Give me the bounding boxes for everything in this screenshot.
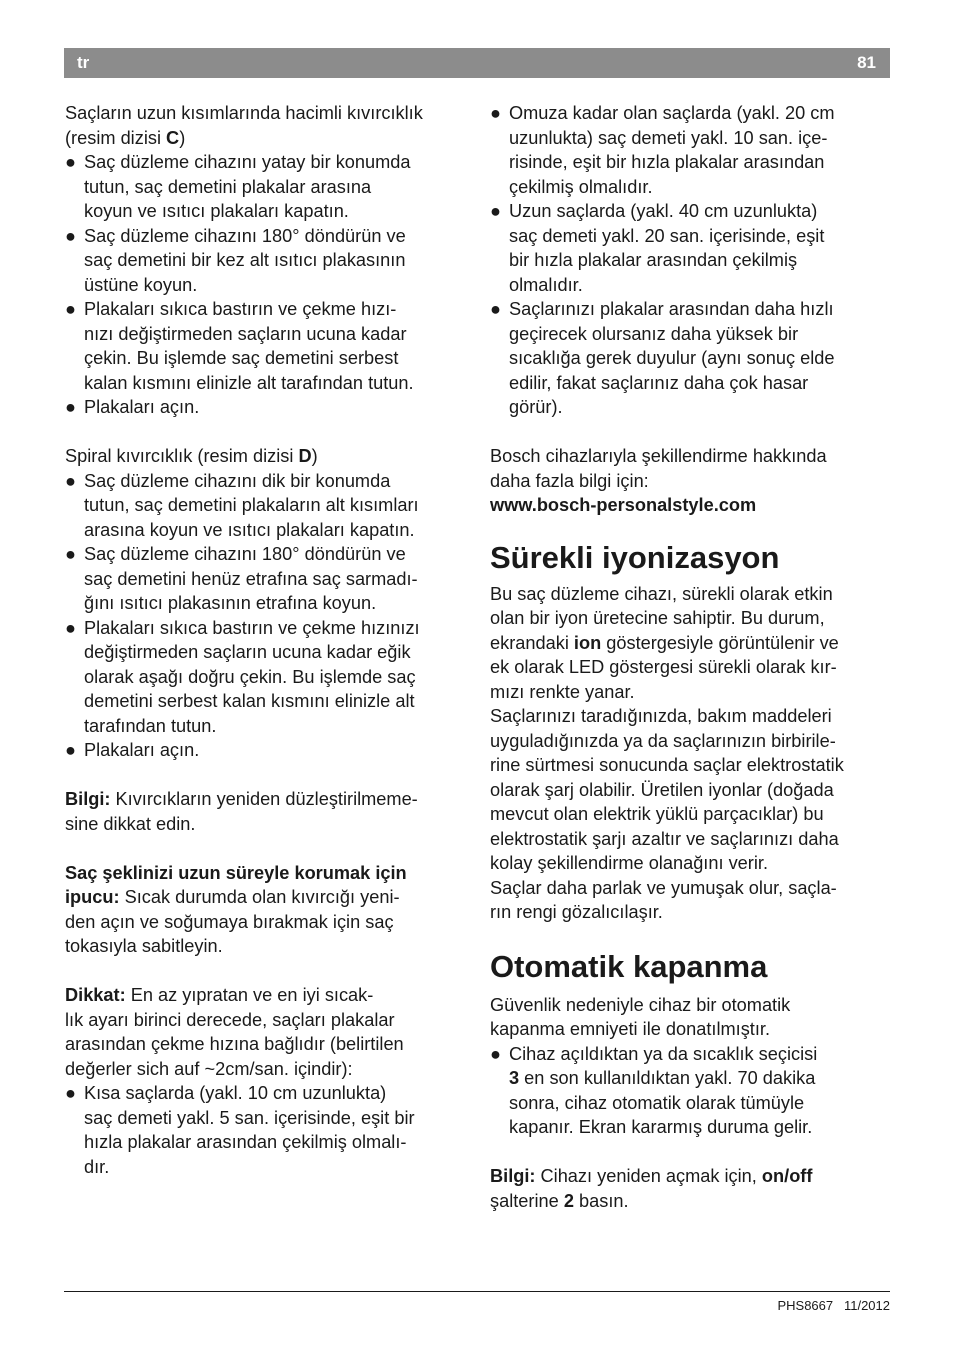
bullet-icon: ● xyxy=(65,617,76,638)
auto-p1-line2: kapanma emniyeti ile donatılmıştır. xyxy=(490,1019,771,1039)
bosch-info-line1: Bosch cihazlarıyla şekillendirme hakkında xyxy=(490,446,827,466)
heading-ionization: Sürekli iyonizasyon xyxy=(490,539,780,575)
print-date: 11/2012 xyxy=(843,1298,890,1313)
ion-p2-line5: mevcut olan elektrik yüklü parçacıklar) bu xyxy=(490,804,824,824)
heading-auto-shutoff: Otomatik kapanma xyxy=(490,948,768,984)
tip-heading: Saç şeklinizi uzun süreyle korumak için xyxy=(65,862,407,883)
bullet-icon: ● xyxy=(65,470,76,491)
footer xyxy=(777,1298,890,1313)
bullet-icon: ● xyxy=(65,397,76,417)
info-note: Bilgi: Kıvırcıkların yeniden düzleştirilmeme- xyxy=(65,789,418,809)
list-item: ● Saçlarınızı plakalar arasından daha hızlı geçirecek olursanız daha yüksek bir sıcaklığa gerek duyulur (aynı sonuç elde edilir, fakat saçlarınız daha çok hasar görür). xyxy=(490,299,835,417)
list-item: ● Kısa saçlarda (yakl. 10 cm uzunlukta) saç demeti yakl. 5 san. içerisinde, eşit bir hızla plakalar arasından çekilmiş olmalı- dır. xyxy=(65,1083,415,1177)
bullet-icon: ● xyxy=(490,1043,501,1064)
bullet-icon: ● xyxy=(490,299,501,319)
s1-title-line1: Saçların uzun kısımlarında hacimli kıvırcıklık xyxy=(65,103,423,123)
list-item: ● Saç düzleme cihazını 180° döndürün ve saç demetini henüz etrafına saç sarmadı- ğını ısıtıcı plakasının etrafına koyun. xyxy=(65,544,418,613)
auto-info-line2: şalterine 2 basın. xyxy=(490,1190,629,1211)
tip-line3: den açın ve soğumaya bırakmak için saç xyxy=(65,911,394,932)
list-item: ● Omuza kadar olan saçlarda (yakl. 20 cm uzunlukta) saç demeti yakl. 10 san. içe- risinde, eşit bir hızla plakalar arasından çekilmiş olmalıdır. xyxy=(490,103,835,197)
language-code: tr xyxy=(77,53,90,72)
bullet-icon: ● xyxy=(490,103,501,123)
ion-p2-line1: Saçlarınızı taradığınızda, bakım maddeleri xyxy=(490,706,832,726)
footer-divider xyxy=(64,1291,890,1292)
ion-line5: mızı renkte yanar. xyxy=(490,681,635,702)
list-item: ● Saç düzleme cihazını yatay bir konumda tutun, saç demetini plakalar arasına koyun ve ısıtıcı plakaları kapatın. xyxy=(65,152,411,221)
ion-p3-line1: Saçlar daha parlak ve yumuşak olur, saçla- xyxy=(490,877,837,898)
list-item: ● Plakaları sıkıca bastırın ve çekme hızı- nızı değiştirmeden saçların ucuna kadar çekin. Bu işlemde saç demetini serbest kalan kısmını elinizle alt tarafından tutun. xyxy=(65,299,414,393)
caution-note: Dikkat: En az yıpratan ve en iyi sıcak- xyxy=(65,985,374,1005)
header-bar xyxy=(64,48,890,78)
list-item: ● Plakaları sıkıca bastırın ve çekme hızınızı değiştirmeden saçların ucuna kadar eğik olarak aşağı doğru çekin. Bu işlemde saç demetini serbest kalan kısmını elinizle alt tarafından tutun. xyxy=(65,617,420,736)
bullet-icon: ● xyxy=(65,544,76,564)
bosch-url-link[interactable]: www.bosch-personalstyle.com xyxy=(490,495,757,515)
auto-info-note: Bilgi: Cihazı yeniden açmak için, on/off xyxy=(490,1166,813,1186)
bosch-info-line2: daha fazla bilgi için: xyxy=(490,470,649,491)
list-item: ● Saç düzleme cihazını 180° döndürün ve saç demetini bir kez alt ısıtıcı plakasının üstüne koyun. xyxy=(65,225,406,295)
list-item: ● Cihaz açıldıktan ya da sıcaklık seçicisi 3 en son kullanıldıktan yakl. 70 dakika sonra, cihaz otomatik olarak tümüyle kapanır. Ekran kararmış duruma gelir. xyxy=(490,1043,818,1137)
right-column xyxy=(490,101,892,1213)
bullet-icon: ● xyxy=(65,225,76,246)
caution-line2: lık ayarı birinci derecede, saçları plakalar xyxy=(65,1009,395,1030)
bullet-icon: ● xyxy=(65,299,76,319)
ion-p2-line6: elektrostatik şarjı azaltır ve saçlarınızı daha xyxy=(490,828,839,849)
list-item: ● Saç düzleme cihazını dik bir konumda tutun, saç demetini plakaların alt kısımları arasına koyun ve ısıtıcı plakaları kapatın. xyxy=(65,470,419,540)
bullet-icon: ● xyxy=(65,1083,76,1103)
s1-title-line2: (resim dizisi C) xyxy=(65,127,186,148)
list-item: ● Plakaları açın. xyxy=(65,738,467,763)
list-item: ● Plakaları açın. xyxy=(65,395,467,420)
ion-line2: olan bir iyon üretecine sahiptir. Bu durum, xyxy=(490,608,825,628)
page-number: 81 xyxy=(857,53,876,72)
bullet-icon: ● xyxy=(65,740,76,760)
ion-line4: ek olarak LED göstergesi sürekli olarak kır- xyxy=(490,657,837,677)
auto-p1-line1: Güvenlik nedeniyle cihaz bir otomatik xyxy=(490,994,791,1015)
ion-p2-line2: uyguladığınızda ya da saçlarınızın birbirile- xyxy=(490,730,836,751)
bullet-icon: ● xyxy=(65,152,76,172)
bullet-icon: ● xyxy=(490,201,501,221)
caution-line3: arasından çekme hızına bağlıdır (belirtilen xyxy=(65,1034,404,1054)
tip-line4: tokasıyla sabitleyin. xyxy=(65,936,223,956)
info-note-line2: sine dikkat edin. xyxy=(65,813,196,834)
left-column xyxy=(65,101,467,1179)
caution-line4: değerler sich auf ~2cm/san. içindir): xyxy=(65,1058,353,1079)
ion-p3-line2: rın rengi gözalıcılaşır. xyxy=(490,902,663,922)
ion-p2-line7: kolay şekillendirme olanağını verir. xyxy=(490,853,768,873)
model-number: PHS8667 xyxy=(777,1298,834,1313)
s2-title: Spiral kıvırcıklık (resim dizisi D) xyxy=(65,446,318,466)
list-item: ● Uzun saçlarda (yakl. 40 cm uzunlukta) saç demeti yakl. 20 san. içerisinde, eşit bir hızla plakalar arasından çekilmiş olmalıdır. xyxy=(490,201,825,295)
ion-line1: Bu saç düzleme cihazı, sürekli olarak etkin xyxy=(490,583,833,604)
ion-p2-line4: olarak şarj olabilir. Üretilen iyonlar (doğada xyxy=(490,779,834,800)
ion-p2-line3: rine sürtmesi sonucunda saçlar elektrostatik xyxy=(490,755,844,775)
tip-line2: ipucu: Sıcak durumda olan kıvırcığı yeni- xyxy=(65,887,400,907)
ion-line3: ekrandaki ion göstergesiyle görüntülenir ve xyxy=(490,632,839,653)
